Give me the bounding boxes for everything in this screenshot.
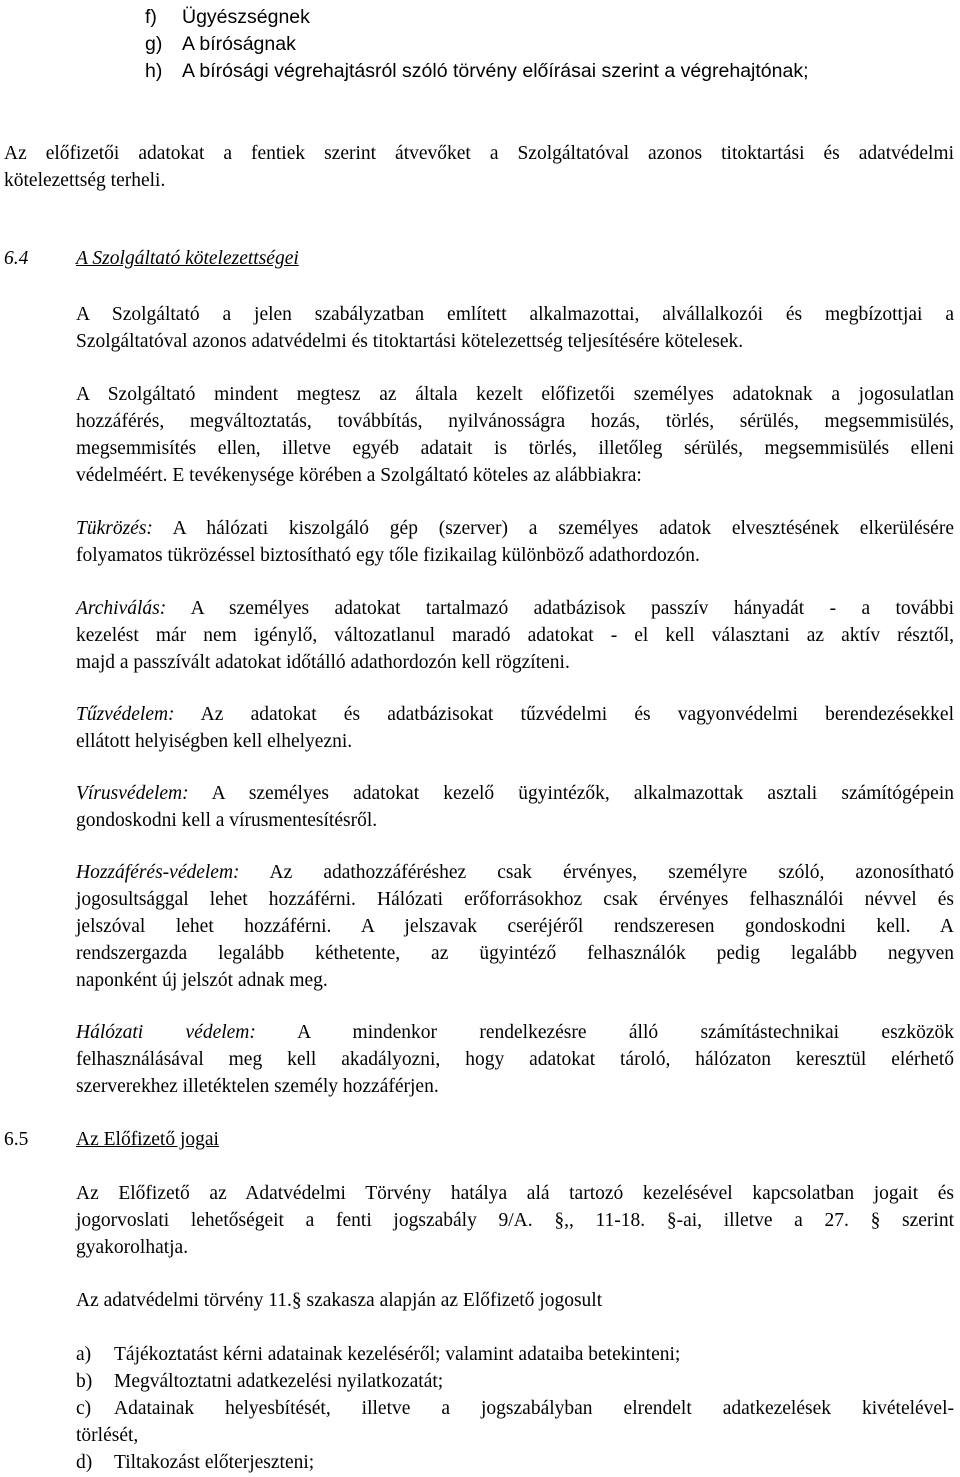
definition-line: ellátott helyiségben kell elhelyezni. [76,731,353,752]
section-title: A Szolgáltató kötelezettségei [76,248,299,269]
definition-line: felhasználásával meg kell akadályozni, hogy adatokat tároló, hálózaton keresztül elérhető [76,1049,954,1070]
definition-line: Hozzáférés-védelem: Az adathozzáféréshez csak érvényes, személyre szóló, azonosítható [76,862,954,883]
paragraph-line: megsemmisítés ellen, illetve egyéb adatait is törlés, illetőleg sérülés, megsemmisülés elleni [76,438,954,459]
paragraph-line: Szolgáltatóval azonos adatvédelmi és titoktartási kötelezettség teljesítésére kötelesek. [76,331,744,352]
list-item: c) [76,1398,92,1419]
definition-line: folyamatos tükrözéssel biztosítható egy tőle fizikailag különböző adathordozón. [76,545,700,566]
definition-line: kezelést már nem igénylő, változatlanul maradó adatokat - el kell választani az aktív résztől, [76,625,954,646]
definition-term: Tűzvédelem: [76,704,175,725]
definition-line: rendszergazda legalább kéthetente, az ügyintéző felhasználók pedig legalább negyven [76,943,954,964]
list-item: d) Tiltakozást előterjeszteni; [76,1452,315,1473]
definition-term: Archiválás: [76,598,167,619]
definition-line: gondoskodni kell a vírusmentesítésről. [76,810,378,831]
paragraph-line: hozzáférés, megváltoztatás, továbbítás, nyilvánosságra hozás, törlés, sérülés, megsemmisülés, [76,411,954,432]
definition-line: naponként új jelszót adnak meg. [76,970,328,991]
section-number: 6.5 [4,1129,29,1150]
definition-term: Hálózati védelem: [76,1022,256,1043]
paragraph-line: Az adatvédelmi törvény 11.§ szakasza alapján az Előfizető jogosult [76,1290,603,1311]
list-item: g) A bíróságnak [145,33,296,55]
definition-line: Archiválás: A személyes adatokat tartalmazó adatbázisok passzív hányadát - a további [76,598,954,619]
paragraph-line: A Szolgáltató a jelen szabályzatban említett alkalmazottai, alvállalkozói és megbízottjai a [76,304,954,325]
paragraph-line: Az Előfizető az Adatvédelmi Törvény hatálya alá tartozó kezelésével kapcsolatban jogait és [76,1183,954,1204]
definition-line: jogosultsággal lehet hozzáférni. Hálózati erőforrásokhoz csak érvényes felhasználói névvel és [76,889,954,910]
list-item: a) Tájékoztatást kérni adatainak kezeléséről; valamint adataiba betekinteni; [76,1344,681,1365]
list-item: f) Ügyészségnek [145,6,310,28]
list-item-text: törlését, [76,1425,139,1446]
list-item: b) Megváltoztatni adatkezelési nyilatkozatát; [76,1371,444,1392]
definition-line: Tűzvédelem: Az adatokat és adatbázisokat tűzvédelmi és vagyonvédelmi berendezésekkel [76,704,954,725]
definition-line: Hálózati védelem: A mindenkor rendelkezésre álló számítástechnikai eszközök [76,1022,954,1043]
definition-term: Hozzáférés-védelem: [76,862,240,883]
paragraph-line: A Szolgáltató mindent megtesz az általa kezelt előfizetői személyes adatoknak a jogosulatlan [76,384,954,405]
paragraph-line: kötelezettség terheli. [4,170,166,191]
paragraph-line: Az előfizetői adatokat a fentiek szerint átvevőket a Szolgáltatóval azonos titoktartási és adatvédelmi [4,143,954,164]
section-number: 6.4 [4,248,29,269]
definition-line: Vírusvédelem: A személyes adatokat kezelő ügyintézők, alkalmazottak asztali számítógépein [76,783,954,804]
definition-line: majd a passzívált adatokat időtálló adathordozón kell rögzíteni. [76,652,570,673]
definition-term: Tükrözés: [76,518,153,539]
definition-term: Vírusvédelem: [76,783,189,804]
paragraph-line: jogorvoslati lehetőségeit a fenti jogszabály 9/A. §,, 11-18. §-ai, illetve a 27. § szerint [76,1210,954,1231]
paragraph-line: védelméért. E tevékenysége körében a Szolgáltató köteles az alábbiakra: [76,465,642,486]
definition-line: Tükrözés: A hálózati kiszolgáló gép (szerver) a személyes adatok elvesztésének elkerülésére [76,518,954,539]
paragraph-line: gyakorolhatja. [76,1237,189,1258]
definition-line: jelszóval lehet hozzáférni. A jelszavak cseréjéről rendszeresen gondoskodni kell. A [76,916,954,937]
definition-line: szerverekhez illetéktelen személy hozzáférjen. [76,1076,439,1097]
section-title: Az Előfizető jogai [76,1129,219,1150]
list-item-text: Adatainak helyesbítését, illetve a jogszabályban elrendelt adatkezelések kivételével- [114,1398,954,1419]
list-item: h) A bírósági végrehajtásról szóló törvény előírásai szerint a végrehajtónak; [145,60,809,82]
